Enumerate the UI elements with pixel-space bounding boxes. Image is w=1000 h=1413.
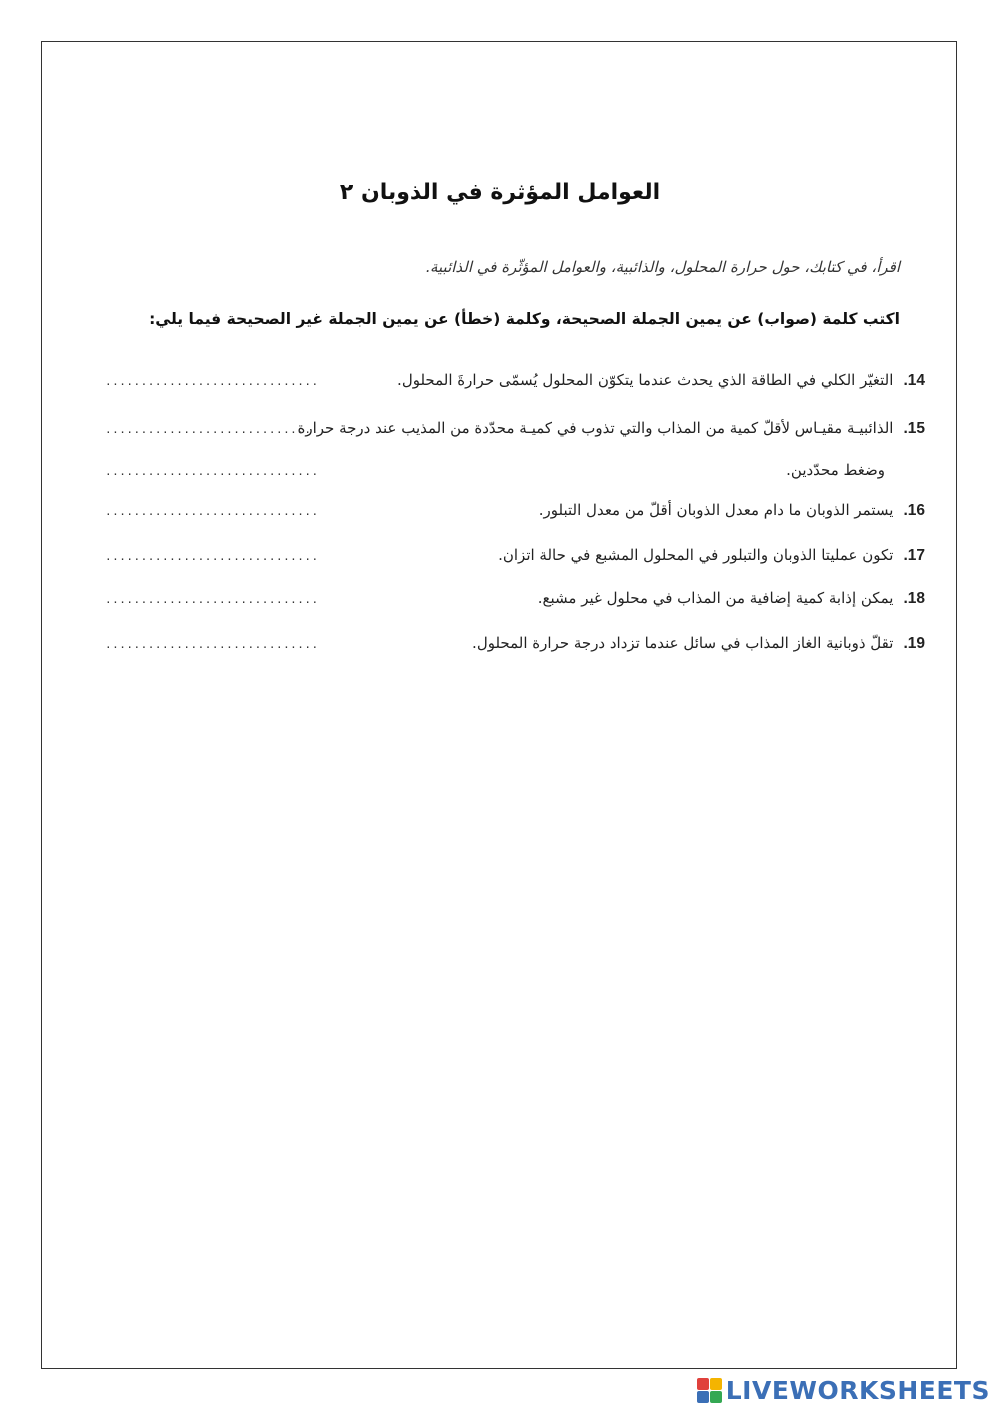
answer-blank[interactable]: .............................. (105, 505, 319, 518)
answer-blank[interactable]: .............................. (105, 375, 319, 388)
logo-cell (710, 1391, 722, 1403)
worksheet-title: العوامل المؤثرة في الذوبان ٢ (339, 180, 661, 205)
footer-brand: LIVEWORKSHEETS (725, 1375, 990, 1405)
answer-blank[interactable]: .............................. (105, 550, 319, 563)
question-number: .16 (903, 502, 925, 519)
logo-cell (697, 1391, 709, 1403)
question-text-continuation: وضغط محدّدين. (786, 461, 885, 479)
question-text: يستمر الذوبان ما دام معدل الذوبان أقلّ من معدل التبلور. (538, 501, 894, 519)
question-number: .19 (903, 635, 925, 652)
question-16 (105, 490, 925, 532)
question-14 (105, 360, 925, 402)
question-text: التغيّر الكلي في الطاقة الذي يحدث عندما يتكوّن المحلول يُسمّى حرارةَ المحلول. (397, 371, 894, 389)
answer-blank[interactable]: .............................. (105, 465, 319, 478)
question-text: تكون عمليتا الذوبان والتبلور في المحلول المشبع في حالة اتزان. (498, 546, 894, 564)
question-15 (105, 408, 925, 492)
instruction-text: اكتب كلمة (صواب) عن يمين الجملة الصحيحة، وكلمة (خطأ) عن يمين الجملة غير الصحيحة فيما يلي: (149, 310, 900, 328)
question-number: .17 (903, 547, 925, 564)
liveworksheets-logo-icon (697, 1378, 722, 1403)
question-text: الذائبيـة مقيـاس لأقلّ كمية من المذاب والتي تذوب في كميـة محدّدة من المذيب عند درجة حرارة (297, 419, 894, 437)
question-number: .15 (903, 420, 925, 437)
question-number: .18 (903, 590, 925, 607)
question-text: يمكن إذابة كمية إضافية من المذاب في محلول غير مشبع. (537, 589, 894, 607)
question-19 (105, 623, 925, 665)
question-18 (105, 578, 925, 620)
question-text: تقلّ ذوبانية الغاز المذاب في سائل عندما تزداد درجة حرارة المحلول. (472, 634, 894, 652)
question-number: .14 (903, 372, 925, 389)
answer-blank[interactable]: .............................. (105, 423, 319, 436)
logo-cell (697, 1378, 709, 1390)
footer-logo[interactable] (697, 1375, 990, 1405)
question-17 (105, 535, 925, 577)
answer-blank[interactable]: .............................. (105, 638, 319, 651)
answer-blank[interactable]: .............................. (105, 593, 319, 606)
page-frame (41, 41, 957, 1369)
intro-text: اقرأ، في كتابك، حول حرارة المحلول، والذائبية، والعوامل المؤثّرة في الذائبية. (425, 258, 900, 276)
logo-cell (710, 1378, 722, 1390)
